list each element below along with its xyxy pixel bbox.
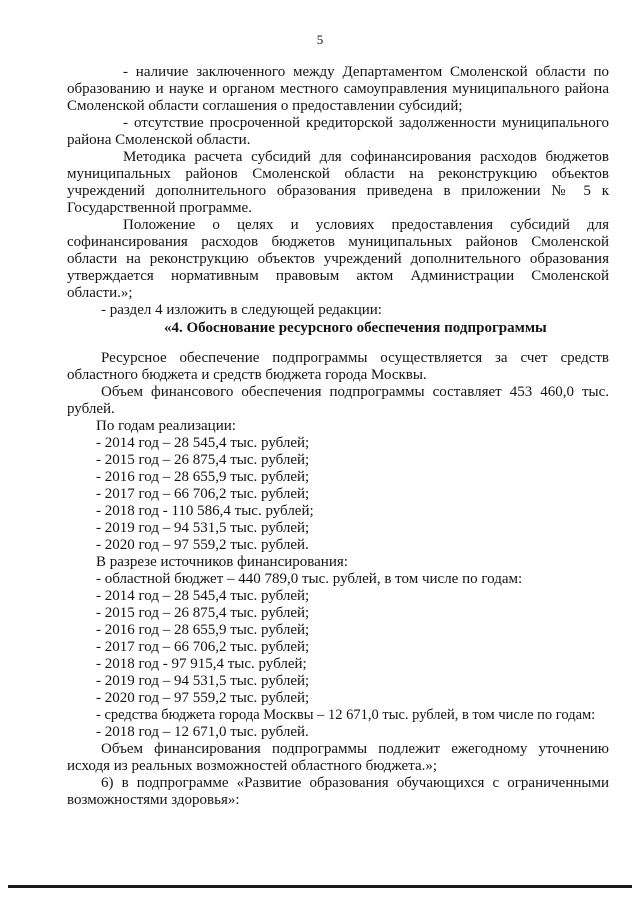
item-6-subprogram: 6) в подпрограмме «Развитие образования обучающихся с ограниченными возможностями здоровья»: [67, 775, 609, 808]
page-number: 5 [316, 32, 324, 47]
document-body [67, 64, 609, 809]
list-item: - 2016 год – 28 655,9 тыс. рублей; [96, 622, 310, 638]
list-item: - 2018 год - 97 915,4 тыс. рублей; [96, 656, 307, 672]
paragraph-methodology: Методика расчета субсидий для софинансирования расходов бюджетов муниципальных районов Смоленской области на реконструкцию объектов учреждений дополнительного образования приведена в приложении № 5 к Государственной программе. [67, 149, 609, 216]
list-item: - 2014 год – 28 545,4 тыс. рублей; [96, 435, 310, 451]
list-item: - 2015 год – 26 875,4 тыс. рублей; [96, 605, 310, 621]
list-item: - 2018 год – 12 671,0 тыс. рублей. [96, 724, 309, 740]
by-years-label: По годам реализации: [96, 418, 236, 434]
paragraph-no-debt: - отсутствие просроченной кредиторской задолженности муниципального района Смоленской области. [67, 115, 609, 148]
list-item: - 2017 год – 66 706,2 тыс. рублей; [96, 486, 310, 502]
section-heading: «4. Обоснование ресурсного обеспечения подпрограммы [164, 320, 547, 336]
regional-budget-total: - областной бюджет – 440 789,0 тыс. рублей, в том числе по годам: [96, 571, 523, 587]
funding-closing: Объем финансирования подпрограммы подлежит ежегодному уточнению исходя из реальных возможностей областного бюджета.»; [67, 741, 609, 774]
paragraph-regulation: Положение о целях и условиях предоставления субсидий для софинансирования расходов бюджетов муниципальных районов Смоленской области на реконструкцию объектов учреждений дополнительного образования утверждается нормативным правовым актом Администрации Смоленской области.»; [67, 217, 609, 301]
paragraph-agreement: - наличие заключенного между Департаментом Смоленской области по образованию и науке и органом местного самоуправления муниципального района Смоленской области соглашения о предоставлении субсидий; [67, 64, 609, 114]
list-item: - 2016 год – 28 655,9 тыс. рублей; [96, 469, 310, 485]
funding-total: Объем финансового обеспечения подпрограммы составляет 453 460,0 тыс. рублей. [67, 384, 609, 417]
by-sources-label: В разрезе источников финансирования: [96, 554, 348, 570]
list-item: - 2015 год – 26 875,4 тыс. рублей; [96, 452, 310, 468]
list-item: - 2017 год – 66 706,2 тыс. рублей; [96, 639, 310, 655]
moscow-budget-total: - средства бюджета города Москвы – 12 671,0 тыс. рублей, в том числе по годам: [96, 707, 596, 723]
funding-intro: Ресурсное обеспечение подпрограммы осуществляется за счет средств областного бюджета и средств бюджета города Москвы. [67, 350, 609, 383]
list-item: - 2018 год - 110 586,4 тыс. рублей; [96, 503, 314, 519]
by-years-list [67, 435, 609, 554]
list-item: - 2019 год – 94 531,5 тыс. рублей; [96, 673, 310, 689]
list-item: - 2014 год – 28 545,4 тыс. рублей; [96, 588, 310, 604]
list-item: - 2019 год – 94 531,5 тыс. рублей; [96, 520, 310, 536]
bottom-border-line [8, 885, 632, 888]
paragraph-section-4-intro: - раздел 4 изложить в следующей редакции: [101, 302, 382, 318]
list-item: - 2020 год – 97 559,2 тыс. рублей. [96, 537, 309, 553]
list-item: - 2020 год – 97 559,2 тыс. рублей; [96, 690, 310, 706]
regional-years-list [67, 588, 609, 707]
